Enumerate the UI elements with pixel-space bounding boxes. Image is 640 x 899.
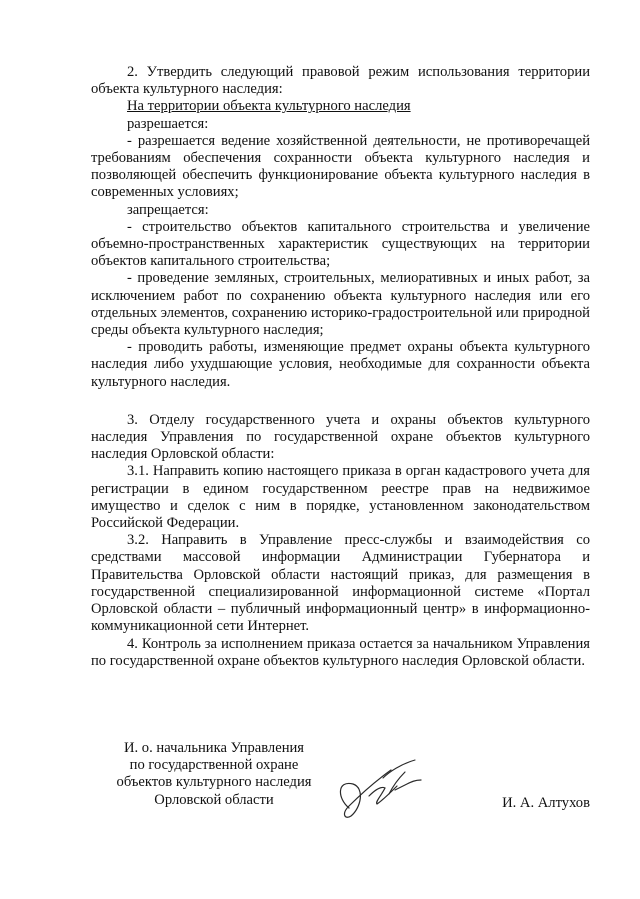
signatory-title-line: объектов культурного наследия <box>116 774 312 791</box>
paragraph-item-3: 3. Отделу государственного учета и охраны объектов культурного наследия Управления по государственной охране объектов культурного наследия Орловской области: <box>91 411 590 463</box>
signature-block <box>91 740 590 850</box>
allowed-heading: разрешается: <box>127 115 209 132</box>
paragraph-item-4: 4. Контроль за исполнением приказа остается за начальником Управления по государственной охране объектов культурного наследия Орловской области. <box>91 635 590 669</box>
paragraph-item-3-2: 3.2. Направить в Управление пресс-службы и взаимодействия со средствами массовой информации Администрации Губернатора и Правительства Орловской области настоящий приказ, для размещения в государственной специализированной информационной системе «Портал Орловской области – публичный информационный центр» в информационно-коммуникационной сети Интернет. <box>91 532 590 635</box>
forbidden-item-1: - строительство объектов капитального строительства и увеличение объемно-пространственных характеристик существующих на территории объектов капитального строительства; <box>91 218 590 270</box>
handwritten-signature <box>331 750 431 830</box>
signatory-title-line: И. о. начальника Управления <box>123 740 305 756</box>
territory-subheading: На территории объекта культурного наследия <box>127 98 411 115</box>
paragraph-gap <box>91 391 590 412</box>
signatory-title-line: по государственной охране <box>129 757 299 774</box>
signatory-name: И. А. Алтухов <box>502 795 590 811</box>
paragraph-item-2: 2. Утвердить следующий правовой режим использования территории объекта культурного наследия: <box>91 64 590 98</box>
signatory-title <box>99 740 329 809</box>
forbidden-item-3: - проводить работы, изменяющие предмет охраны объекта культурного наследия либо ухудшающие условия, необходимые для сохранности объекта культурного наследия. <box>91 339 590 390</box>
allowed-item: - разрешается ведение хозяйственной деятельности, не противоречащей требованиям обеспечения сохранности объекта культурного наследия и позволяющей обеспечить функционирование объекта культурного наследия в современных условиях; <box>91 132 590 201</box>
paragraph-item-3-1: 3.1. Направить копию настоящего приказа в орган кадастрового учета для регистрации в едином государственном реестре прав на недвижимое имущество и сделок с ним в порядке, установленном законодательством Российской Федерации. <box>91 463 590 532</box>
document-body <box>91 64 590 670</box>
forbidden-heading: запрещается: <box>127 201 209 218</box>
forbidden-item-2: - проведение земляных, строительных, мелиоративных и иных работ, за исключением работ по сохранению объекта культурного наследия или его отдельных элементов, сохранению историко-градостроительной или природной среды объекта культурного наследия; <box>91 270 590 339</box>
signatory-title-line: Орловской области <box>154 791 274 808</box>
